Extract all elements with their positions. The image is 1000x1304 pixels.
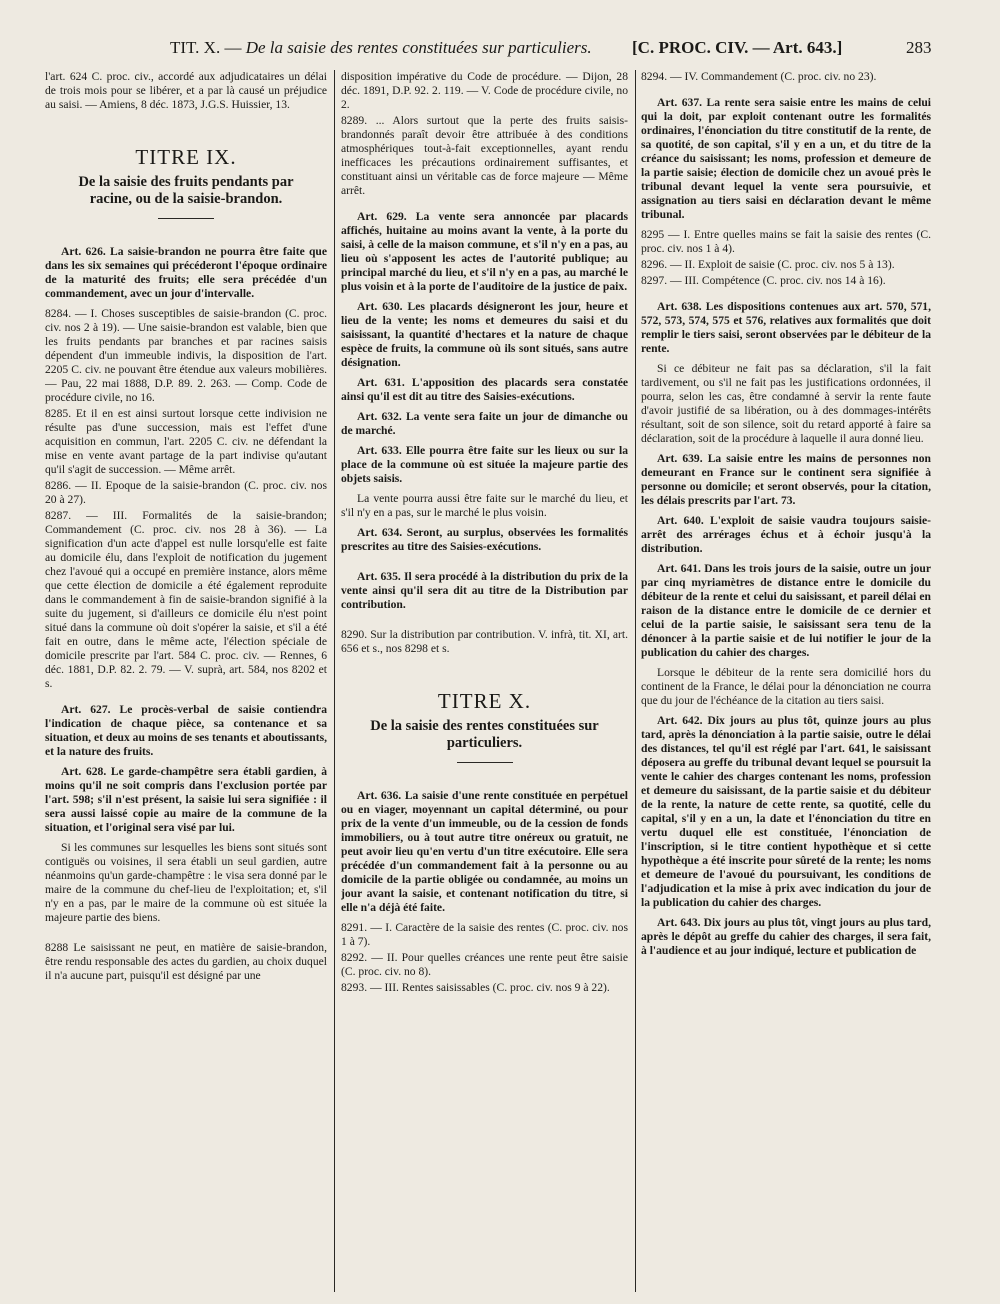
- running-header: [140, 38, 940, 64]
- note-8285: 8285. Et il en est ainsi surtout lorsque cette indivision ne résulte pas d'une succession, mais est l'effet d'une acquisition en commun, l'art. 2205 C. civ. ne défendant la mise en vente avant partage de la part indivise qu'autant qu'il s'agit de succession. — Même arrêt.: [45, 407, 327, 476]
- column-1: [45, 70, 327, 1290]
- note-8291: 8291. — I. Caractère de la saisie des rentes (C. proc. civ. nos 1 à 7).: [341, 921, 628, 948]
- article-638: Art. 638. Les dispositions contenues aux art. 570, 571, 572, 573, 574, 575 et 576, relatives aux formalités que doit remplir le tiers saisi, seront observées par le débiteur de la rente.: [641, 300, 931, 355]
- article-637: Art. 637. La rente sera saisie entre les mains de celui qui la doit, par exploit contenant outre les formalités ordinaires, l'énonciation du titre constitutif de la rente, de sa quotité, de son capital, s'il y en a un, et du titre de la créance du saisissant; les noms, profession et demeure de la partie saisie; élection de domicile chez un avoué près le tribunal devant lequel la vente sera poursuivie, et assignation au tiers saisi en déclaration devant le même tribunal.: [641, 96, 931, 221]
- note-continuation-2: disposition impérative du Code de procédure. — Dijon, 28 déc. 1891, D.P. 92. 2. 119. — V. Code de procédure civile, no 2.: [341, 70, 628, 111]
- note-8290: 8290. Sur la distribution par contribution. V. infrà, tit. XI, art. 656 et s., nos 8298 et s.: [341, 628, 628, 655]
- note-continuation: l'art. 624 C. proc. civ., accordé aux adjudicataires un délai de trois mois pour se libérer, et a par là causé un préjudice au saisi. — Amiens, 8 déc. 1873, J.G.S. Huissier, 13.: [45, 70, 327, 111]
- header-left-prefix: TIT. X. —: [170, 38, 242, 57]
- column-divider-1: [334, 70, 335, 1292]
- note-8292: 8292. — II. Pour quelles créances une rente peut être saisie (C. proc. civ. no 8).: [341, 951, 628, 978]
- header-left-title: De la saisie des rentes constituées sur particuliers.: [245, 38, 592, 57]
- article-636: Art. 636. La saisie d'une rente constituée en perpétuel ou en viager, moyennant un capital déterminé, ou pour prix de la vente d'un immeuble, ou de la cession de fonds immobiliers, ou à tout autre titre onéreux ou gratuit, ne peut avoir lieu qu'en vertu d'un titre exécutoire. Elle sera précédée d'un commandement fait à la personne ou au domicile de la partie obligée ou condamnée, au moins un jour avant la saisie, et contenant notification du titre, si elle n'a déjà été faite.: [341, 789, 628, 914]
- article-627: Art. 627. Le procès-verbal de saisie contiendra l'indication de chaque pièce, sa contenance et sa situation, et deux au moins de ses tenants et aboutissants, et la nature des fruits.: [45, 703, 327, 758]
- article-630: Art. 630. Les placards désigneront les jour, heure et lieu de la vente; les noms et demeures du saisi et du saisissant, la quantité d'hectares et la nature de chaque espèce de fruits, la commune où ils sont situés, sans autre désignation.: [341, 300, 628, 369]
- page-number: 283: [906, 38, 932, 57]
- note-8286: 8286. — II. Epoque de la saisie-brandon (C. proc. civ. nos 20 à 27).: [45, 479, 327, 506]
- note-8289: 8289. ... Alors surtout que la perte des fruits saisis-brandonnés paraît devoir être attribuée à des conditions atmosphériques tout-à-fait exceptionnelles, ayant rendu inefficaces les précautions ordinairement suffisantes, et constituant ainsi un véritable cas de force majeure — Même arrêt.: [341, 114, 628, 197]
- article-626: Art. 626. La saisie-brandon ne pourra être faite que dans les six semaines qui précéderont l'époque ordinaire de la maturité des fruits; elle sera précédée d'un commandement, avec un jour d'intervalle.: [45, 245, 327, 300]
- article-639: Art. 639. La saisie entre les mains de personnes non demeurant en France sur le continent sera signifiée à personne ou domicile; et seront observés, pour la citation, les délais prescrits par l'art. 73.: [641, 452, 931, 507]
- header-right: [C. PROC. CIV. — Art. 643.]: [632, 38, 843, 57]
- note-8288: 8288 Le saisissant ne peut, en matière de saisie-brandon, être rendu responsable des actes du gardien, au choix duquel il n'a aucune part, puisqu'il est désigné par une: [45, 941, 327, 982]
- note-8297: 8297. — III. Compétence (C. proc. civ. nos 14 à 16).: [641, 274, 886, 287]
- article-628-para-2: Si les communes sur lesquelles les biens sont situés sont contiguës ou voisines, il sera établi un seul gardien, autre néanmoins qu'un garde-champêtre : le visa sera donné par le maire de la commune du chef-lieu de l'exploitation; et, s'il n'y en a pas, par le maire de la commune où est située la majeure partie des biens.: [45, 841, 327, 924]
- article-635: Art. 635. Il sera procédé à la distribution du prix de la vente ainsi qu'il sera dit au titre de la Distribution par contribution.: [341, 570, 628, 611]
- titre-subtitle: De la saisie des fruits pendants par racine, ou de la saisie-brandon.: [78, 174, 294, 207]
- article-631: Art. 631. L'apposition des placards sera constatée ainsi qu'il est dit au titre des Saisies-exécutions.: [341, 376, 628, 403]
- article-641-para-2: Lorsque le débiteur de la rente sera domicilié hors du continent de la France, le délai pour la dénonciation ne courra que du jour de l'échéance de la citation au tiers saisi.: [641, 666, 931, 707]
- article-629: Art. 629. La vente sera annoncée par placards affichés, huitaine au moins avant la vente, à la porte du saisi, à celle de la maison commune, et s'il n'y en a pas, au lieu où s'apposent les actes de l'autorité publique; au principal marché du lieu, et s'il n'y en a pas, au marché le plus voisin et à la porte de l'auditoire de la justice de paix.: [341, 210, 628, 293]
- article-641: Art. 641. Dans les trois jours de la saisie, outre un jour par cinq myriamètres de distance entre le domicile du débiteur de la rente et celui du saisissant, et pareil délai en raison de la distance entre le domicile de ce dernier et celui de la partie saisie, le saisissant sera tenu de la dénoncer à la partie saisie et de lui notifier le jour de la publication du cahier des charges.: [641, 562, 931, 659]
- article-633-para-2: La vente pourra aussi être faite sur le marché du lieu, et s'il n'y en a pas, sur le marché le plus voisin.: [341, 492, 628, 519]
- article-634: Art. 634. Seront, au surplus, observées les formalités prescrites au titre des Saisies-exécutions.: [341, 526, 628, 553]
- note-8284: 8284. — I. Choses susceptibles de saisie-brandon (C. proc. civ. nos 2 à 19). — Une saisie-brandon est valable, bien que les fruits pendants par branches et par racines saisis dépendent d'un immeuble indivis, la disposition de l'art. 2205 C. civ. ne pouvant être étendue aux valeurs mobilières. — Pau, 22 mai 1888, D.P. 89. 2. 263. — Comp. Code de procédure civile, no 16.: [45, 307, 327, 404]
- column-2: [341, 70, 628, 1290]
- note-8296: 8296. — II. Exploit de saisie (C. proc. civ. nos 5 à 13).: [641, 258, 895, 271]
- header-left: [170, 38, 592, 58]
- article-640: Art. 640. L'exploit de saisie vaudra toujours saisie-arrêt des arrérages échus et à échoir jusqu'à la distribution.: [641, 514, 931, 555]
- article-638-para-2: Si ce débiteur ne fait pas sa déclaration, s'il la fait tardivement, ou s'il ne fait pas les justifications ordonnées, il pourra, selon les cas, être condamné à servir la rente faute d'avoir justifié de sa libération, ou à des dommages-intérêts résultant, soit de son silence, soit du retard apporté à faire sa déclaration, soit de la procédure à laquelle il aura donné lieu.: [641, 362, 931, 445]
- note-8295: 8295 — I. Entre quelles mains se fait la saisie des rentes (C. proc. civ. nos 1 à 4).: [641, 228, 931, 255]
- note-8294: 8294. — IV. Commandement (C. proc. civ. no 23).: [641, 70, 877, 83]
- section-rule: [158, 218, 214, 219]
- article-642: Art. 642. Dix jours au plus tôt, quinze jours au plus tard, après la dénonciation à la partie saisie, outre le délai des distances, tel qu'il est réglé par l'art. 641, le saisissant déposera au greffe du tribunal devant lequel se poursuit la vente le cahier des charges contenant les noms, profession et demeure du saisissant, de la partie saisie et du débiteur de la rente, la nature de cette rente, sa quotité, celle du capital, s'il y en a un, la date et l'énonciation du titre en vertu duquel elle est constituée, l'énonciation de l'inscription, si le titre contient hypothèque et si cette hypothèque a été inscrite pour sûreté de la rente; les noms et demeure de l'avoué du poursuivant, les conditions de l'adjudication et la mise à prix avec indication du jour de la publication du cahier des charges.: [641, 714, 931, 909]
- note-8293: 8293. — III. Rentes saisissables (C. proc. civ. nos 9 à 22).: [341, 981, 610, 994]
- article-633: Art. 633. Elle pourra être faite sur les lieux ou sur la place de la commune où est située la majeure partie des objets saisis.: [341, 444, 628, 485]
- column-3: [641, 70, 931, 1290]
- titre-heading: TITRE IX.: [135, 145, 237, 169]
- section-rule-2: [457, 762, 513, 763]
- note-8287: 8287. — III. Formalités de la saisie-brandon; Commandement (C. proc. civ. nos 28 à 36). — La signification d'un acte d'appel est nulle lorsqu'elle est faite au domicile élu, dans l'exploit de notification du jugement chez l'avoué qui a occupé en première instance, alors même que cette élection de domicile a été également reproduite dans le commandement à fin de saisie-brandon signifié à la suite du jugement, si d'ailleurs ce domicile élu n'est point situé dans la commune où doit s'opérer la saisie, et s'il a été fait en outre, dans le même acte, l'élection spéciale de domicile prescrite par l'art. 584 C. proc. civ. — Rennes, 6 déc. 1881, D.P. 82. 2. 79. — V. suprà, art. 584, nos 8202 et s.: [45, 509, 327, 690]
- titre-heading-2: TITRE X.: [437, 689, 532, 713]
- article-632: Art. 632. La vente sera faite un jour de dimanche ou de marché.: [341, 410, 628, 437]
- column-divider-2: [635, 70, 636, 1292]
- article-628: Art. 628. Le garde-champêtre sera établi gardien, à moins qu'il ne soit compris dans l'exclusion portée par l'art. 598; s'il n'est présent, la saisie lui sera signifiée : il sera aussi laissé copie au maire de la commune de la situation, et l'original sera visé par lui.: [45, 765, 327, 834]
- titre-subtitle-2: De la saisie des rentes constituées sur particuliers.: [370, 718, 599, 751]
- article-643: Art. 643. Dix jours au plus tôt, vingt jours au plus tard, après le dépôt au greffe du cahier des charges, il sera fait, à l'audience et au jour indiqué, lecture et publication de: [641, 916, 931, 957]
